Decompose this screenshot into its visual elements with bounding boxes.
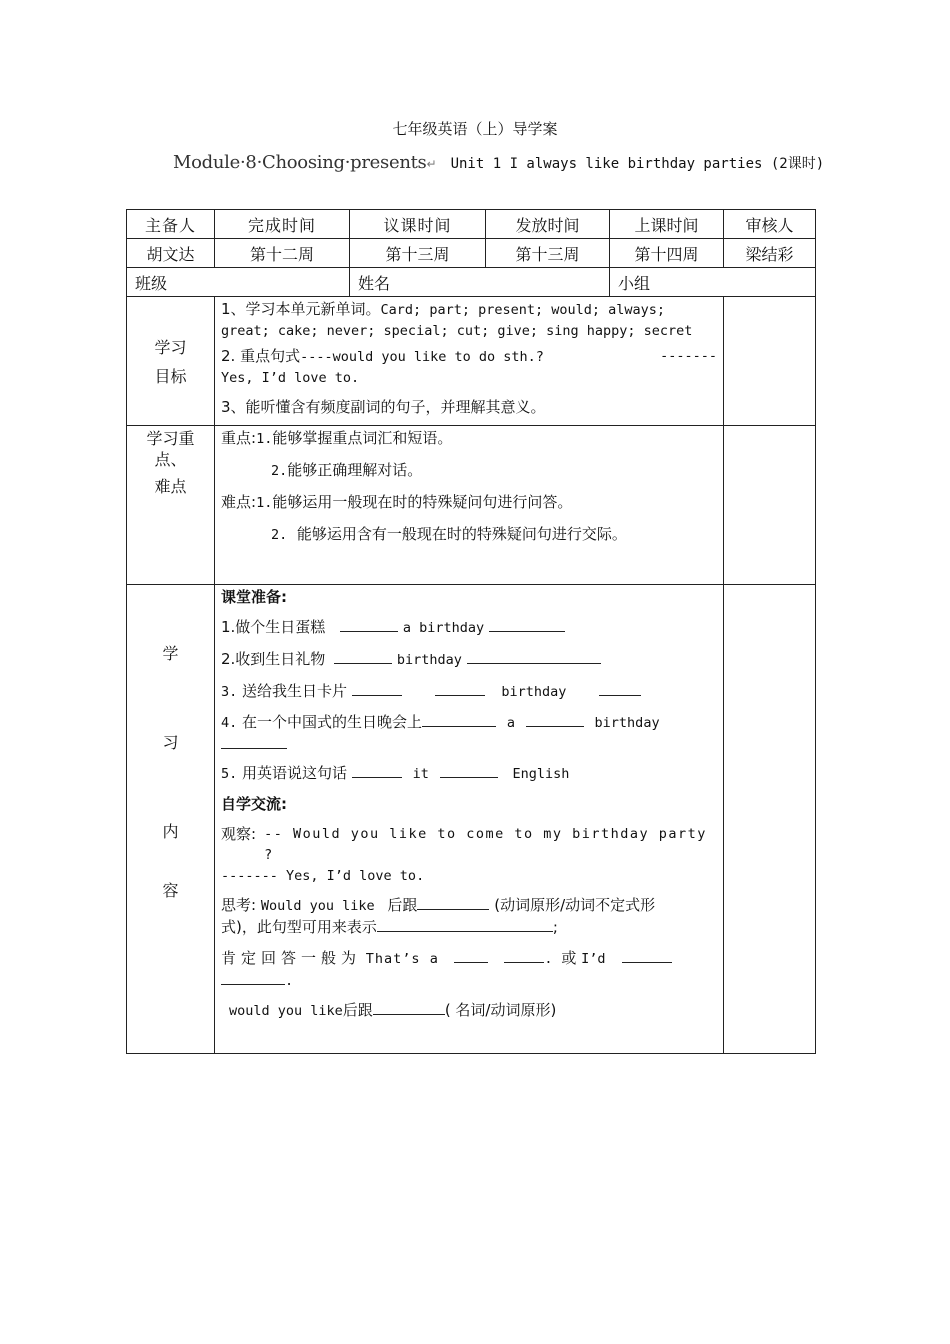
affirm-line-2: . bbox=[221, 970, 717, 992]
prep-question-4-cont bbox=[221, 734, 717, 755]
content-label bbox=[127, 585, 215, 1054]
blank-input[interactable] bbox=[422, 712, 496, 727]
difficult-point-1: 难点:1.能够运用一般现在时的特殊疑问句进行问答。 bbox=[221, 493, 573, 511]
keypoints-row bbox=[127, 426, 816, 585]
blank-input[interactable] bbox=[373, 1000, 445, 1015]
prep-question-5: 5. 用英语说这句话 it English bbox=[221, 764, 570, 782]
group-field[interactable]: 小组 bbox=[610, 268, 816, 297]
prep-question-2: 2.收到生日礼物 birthday bbox=[221, 649, 717, 671]
subtitle-line bbox=[173, 152, 824, 173]
objectives-label-2: 目标 bbox=[154, 367, 187, 386]
objective-1: 1、学习本单元新单词。Card; part; present; would; always; bbox=[221, 300, 666, 318]
col-complete-time: 完成时间 bbox=[215, 210, 350, 239]
content-body bbox=[215, 585, 724, 1054]
difficult-point-2: 2. 能够运用含有一般现在时的特殊疑问句进行交际。 bbox=[271, 525, 627, 543]
blank-input[interactable] bbox=[435, 681, 485, 696]
content-label-4: 容 bbox=[162, 881, 179, 900]
prep-question-1: 1.做个生日蛋糕 a birthday bbox=[221, 617, 717, 639]
think-line-2: 式)，此句型可用来表示 ; bbox=[221, 918, 558, 936]
blank-input[interactable] bbox=[417, 895, 489, 910]
key-point-2: 2.能够正确理解对话。 bbox=[271, 461, 423, 479]
col-preparer: 主备人 bbox=[127, 210, 215, 239]
observe-answer: ------- Yes, I’d love to. bbox=[221, 868, 425, 884]
col-reviewer: 审核人 bbox=[724, 210, 816, 239]
discuss-time-value: 第十三周 bbox=[350, 239, 486, 268]
observe-line: 观察: -- Would you like to come to my birthday party ? bbox=[221, 825, 707, 863]
blank-input[interactable] bbox=[352, 681, 402, 696]
blank-input[interactable] bbox=[622, 948, 672, 963]
key-point-1: 重点:1.能够掌握重点词汇和短语。 bbox=[221, 429, 453, 447]
last-line: would you like后跟 ( 名词/动词原形) bbox=[229, 1001, 557, 1019]
objective-2: 2. 重点句式----would you like to do sth.? ------- bbox=[221, 347, 717, 365]
blank-input[interactable] bbox=[467, 649, 601, 664]
blank-input[interactable] bbox=[334, 649, 392, 664]
think-line: 思考: Would you like 后跟 (动词原形/动词不定式形 bbox=[221, 896, 656, 914]
blank-input[interactable] bbox=[221, 970, 285, 985]
unit-title: Unit 1 I always like birthday parties (2课时) bbox=[450, 156, 825, 172]
self-study-heading: 自学交流: bbox=[221, 795, 287, 813]
objective-1-words: great; cake; never; special; cut; give; sing happy; secret bbox=[221, 323, 693, 339]
blank-input[interactable] bbox=[489, 617, 565, 632]
name-field[interactable]: 姓名 bbox=[350, 268, 610, 297]
paragraph-mark: ↵ bbox=[426, 157, 437, 171]
objectives-label-1: 学习 bbox=[154, 338, 187, 357]
objective-2-answer: Yes, I’d love to. bbox=[221, 370, 360, 386]
content-label-1: 学 bbox=[162, 644, 179, 663]
col-class-time: 上课时间 bbox=[610, 210, 724, 239]
class-time-value: 第十四周 bbox=[610, 239, 724, 268]
blank-input[interactable] bbox=[377, 917, 553, 932]
blank-input[interactable] bbox=[504, 948, 544, 963]
module-title: Module·8·Choosing·presents bbox=[173, 152, 427, 173]
content-notes bbox=[724, 585, 816, 1054]
issue-time-value: 第十三周 bbox=[486, 239, 610, 268]
blank-input[interactable] bbox=[221, 734, 287, 749]
lesson-plan-table bbox=[126, 209, 816, 1054]
col-issue-time: 发放时间 bbox=[486, 210, 610, 239]
keypoints-notes bbox=[724, 426, 816, 585]
blank-input[interactable] bbox=[454, 948, 488, 963]
values-row bbox=[127, 239, 816, 268]
objectives-content bbox=[215, 297, 724, 426]
keypoints-label-2: 点、 bbox=[154, 450, 187, 469]
prep-question-4: 4. 在一个中国式的生日晚会上 a birthday bbox=[221, 713, 660, 731]
blank-input[interactable] bbox=[526, 712, 584, 727]
objectives-row bbox=[127, 297, 816, 426]
content-row bbox=[127, 585, 816, 1054]
student-info-row bbox=[127, 268, 816, 297]
col-discuss-time: 议课时间 bbox=[350, 210, 486, 239]
objectives-notes bbox=[724, 297, 816, 426]
blank-input[interactable] bbox=[599, 681, 641, 696]
header-row bbox=[127, 210, 816, 239]
blank-input[interactable] bbox=[340, 617, 398, 632]
reviewer-value: 梁结彩 bbox=[724, 239, 816, 268]
content-label-2: 习 bbox=[162, 733, 179, 752]
keypoints-label-1: 学习重 bbox=[146, 429, 195, 448]
document-title: 七年级英语（上）导学案 bbox=[392, 120, 558, 138]
blank-input[interactable] bbox=[440, 763, 498, 778]
affirm-line: 肯定回答一般为 That’s a . 或 I’d bbox=[221, 948, 717, 970]
content-label-3: 内 bbox=[162, 822, 179, 841]
keypoints-label-3: 难点 bbox=[154, 477, 187, 496]
blank-input[interactable] bbox=[352, 763, 402, 778]
class-field[interactable]: 班级 bbox=[127, 268, 350, 297]
preparer-value: 胡文达 bbox=[127, 239, 215, 268]
prep-heading: 课堂准备: bbox=[221, 588, 287, 606]
keypoints-label bbox=[127, 426, 215, 585]
keypoints-content bbox=[215, 426, 724, 585]
objectives-label bbox=[127, 297, 215, 426]
objective-3: 3、能听懂含有频度副词的句子，并理解其意义。 bbox=[221, 398, 546, 416]
prep-question-3: 3. 送给我生日卡片 birthday bbox=[221, 681, 717, 703]
complete-time-value: 第十二周 bbox=[215, 239, 350, 268]
